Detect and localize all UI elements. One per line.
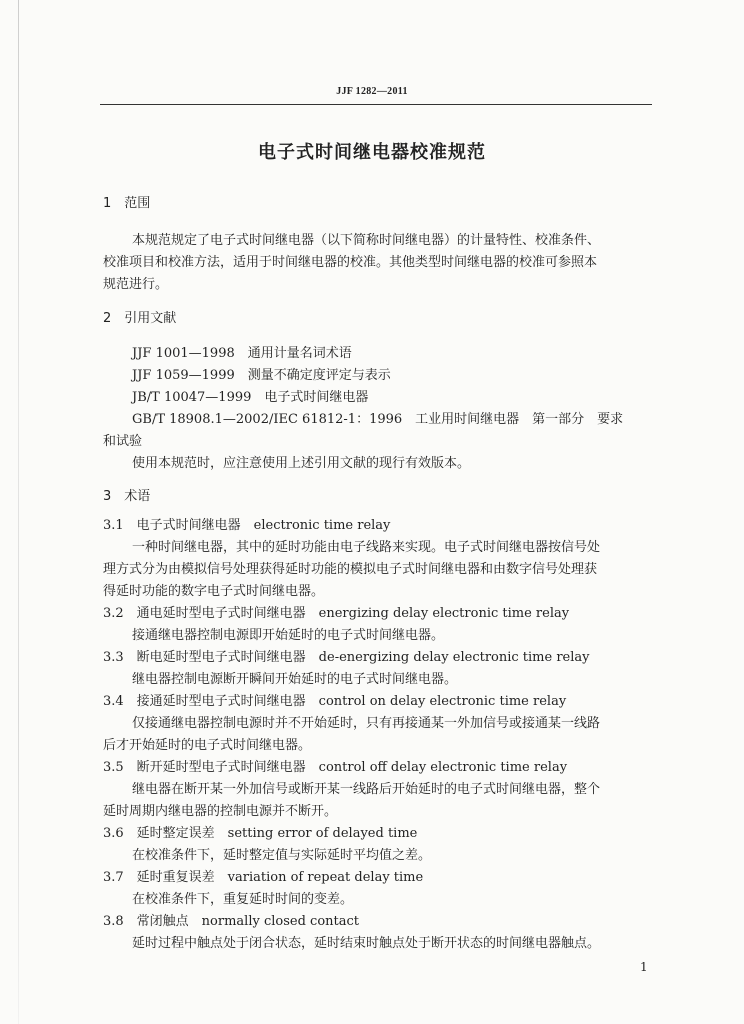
standard-code: JJF 1282—2011 — [336, 86, 408, 97]
reference-item: JJF 1059—1999 测量不确定度评定与表示 — [132, 368, 391, 383]
section-heading-scope: 1 范围 — [103, 196, 151, 211]
term-heading: 3.7 延时重复误差 variation of repeat delay time — [103, 870, 424, 885]
page-number: 1 — [640, 960, 648, 974]
term-definition: 继电器在断开某一外加信号或断开某一线路后开始延时的电子式时间继电器，整个 — [132, 782, 601, 797]
term-heading: 3.2 通电延时型电子式时间继电器 energizing delay electronic time relay — [103, 606, 570, 621]
term-heading: 3.5 断开延时型电子式时间继电器 control off delay electronic time relay — [103, 760, 568, 775]
term-definition: 得延时功能的数字电子式时间继电器。 — [103, 584, 325, 599]
reference-item: GB/T 18908.1—2002/IEC 61812-1：1996 工业用时间继电器 第一部分 要求 — [132, 412, 624, 427]
term-definition: 后才开始延时的电子式时间继电器。 — [103, 738, 312, 753]
header-rule — [100, 104, 652, 105]
term-definition: 在校准条件下，延时整定值与实际延时平均值之差。 — [132, 848, 432, 863]
paragraph-line: 校准项目和校准方法，适用于时间继电器的校准。其他类型时间继电器的校准可参照本 — [103, 255, 598, 270]
term-definition: 延时周期内继电器的控制电源并不断开。 — [103, 804, 338, 819]
paragraph-line: 使用本规范时，应注意使用上述引用文献的现行有效版本。 — [132, 456, 471, 471]
term-heading: 3.1 电子式时间继电器 electronic time relay — [103, 518, 391, 533]
term-heading: 3.6 延时整定误差 setting error of delayed time — [103, 826, 418, 841]
paragraph-line: 本规范规定了电子式时间继电器（以下简称时间继电器）的计量特性、校准条件、 — [132, 233, 601, 248]
section-heading-terms: 3 术语 — [103, 489, 151, 504]
term-definition: 仅接通继电器控制电源时并不开始延时，只有再接通某一外加信号或接通某一线路 — [132, 716, 601, 731]
term-definition: 继电器控制电源断开瞬间开始延时的电子式时间继电器。 — [132, 672, 458, 687]
reference-item: JB/T 10047—1999 电子式时间继电器 — [132, 390, 369, 405]
reference-item: JJF 1001—1998 通用计量名词术语 — [132, 346, 352, 361]
section-heading-references: 2 引用文献 — [103, 311, 177, 326]
term-definition: 在校准条件下，重复延时时间的变差。 — [132, 892, 354, 907]
term-heading: 3.8 常闭触点 normally closed contact — [103, 914, 360, 929]
term-heading: 3.4 接通延时型电子式时间继电器 control on delay electronic time relay — [103, 694, 567, 709]
reference-item: 和试验 — [103, 434, 143, 449]
term-heading: 3.3 断电延时型电子式时间继电器 de-energizing delay electronic time relay — [103, 650, 590, 665]
term-definition: 理方式分为由模拟信号处理获得延时功能的模拟电子式时间继电器和由数字信号处理获 — [103, 562, 598, 577]
term-definition: 一种时间继电器，其中的延时功能由电子线路来实现。电子式时间继电器按信号处 — [132, 540, 601, 555]
term-definition: 延时过程中触点处于闭合状态，延时结束时触点处于断开状态的时间继电器触点。 — [132, 936, 601, 951]
page-title: 电子式时间继电器校准规范 — [258, 142, 486, 163]
term-definition: 接通继电器控制电源即开始延时的电子式时间继电器。 — [132, 628, 445, 643]
paragraph-line: 规范进行。 — [103, 277, 169, 292]
